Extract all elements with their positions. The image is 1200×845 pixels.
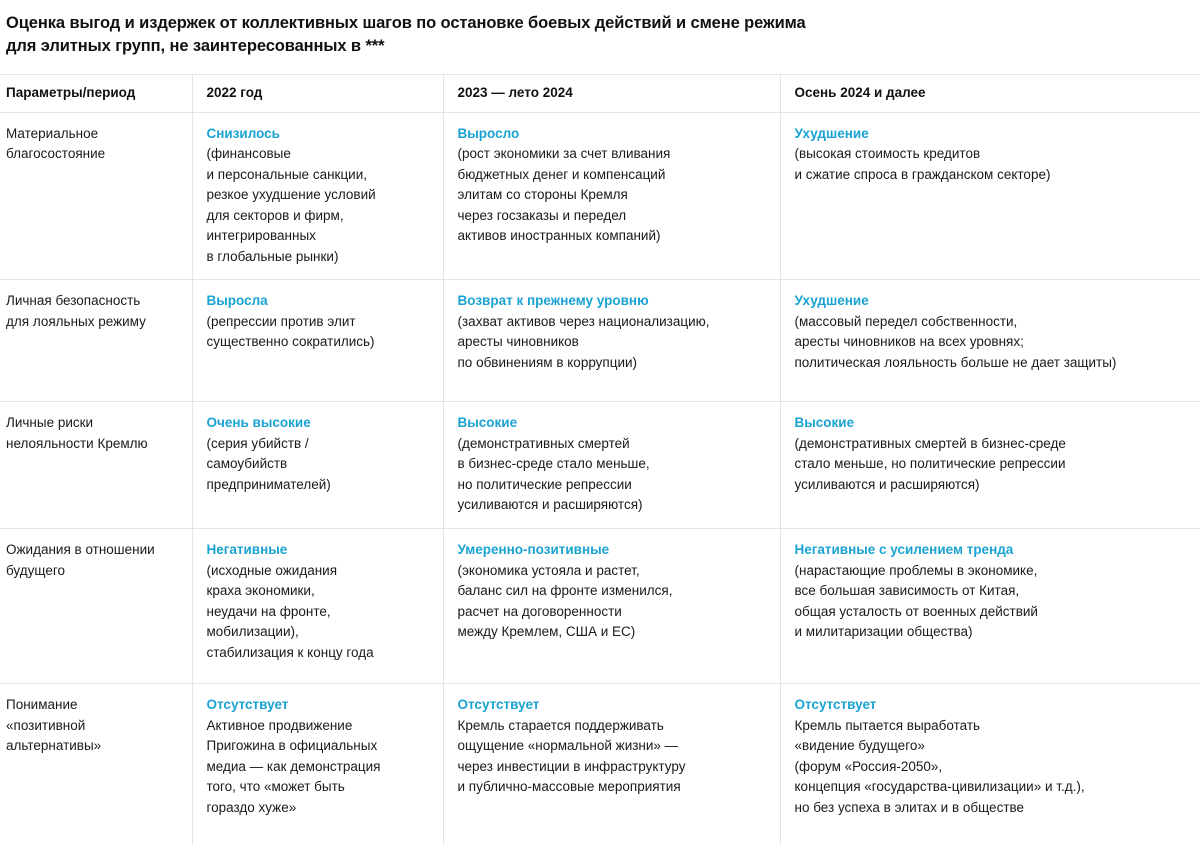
cell-detail-line: (высокая стоимость кредитов	[794, 146, 981, 162]
cell-detail-line: (финансовые	[206, 146, 291, 162]
cell-verdict: Отсутствует	[457, 697, 540, 713]
table-row	[0, 280, 1200, 402]
cell-detail-line: (экономика устояла и растет,	[457, 562, 640, 578]
cell-detail-line: баланс сил на фронте изменился,	[457, 583, 673, 599]
cell-detail-line: краха экономики,	[206, 583, 315, 599]
cell-detail-line: Пригожина в официальных	[206, 738, 378, 754]
cell-verdict: Выросло	[457, 125, 520, 141]
table-row	[0, 684, 1200, 845]
cell-detail-line: в глобальные рынки)	[206, 248, 339, 264]
cell-detail-line: (массовый передел собственности,	[794, 313, 1018, 329]
cell-detail-line: самоубийств	[206, 456, 288, 472]
cell-detail-line: концепция «государства-цивилизации» и т.д.),	[794, 779, 1085, 795]
cell-detail-line: ощущение «нормальной жизни» —	[457, 738, 679, 754]
cell-detail-line: бюджетных денег и компенсаций	[457, 166, 666, 182]
cell-detail-line: существенно сократились)	[206, 334, 375, 350]
cell-detail-line: усиливаются и расширяются)	[457, 497, 643, 513]
page-title-line-2: для элитных групп, не заинтересованных в ***	[6, 36, 385, 55]
column-header-parameter: Параметры/период	[0, 74, 192, 112]
row-label-line: благосостояние	[6, 146, 106, 162]
table-row	[0, 529, 1200, 684]
table-cell	[780, 402, 1200, 529]
cell-detail-line: (демонстративных смертей	[457, 435, 630, 451]
cell-detail	[795, 144, 1185, 185]
row-label	[0, 402, 192, 529]
cell-detail-line: через инвестиции в инфраструктуру	[457, 758, 686, 774]
cell-detail-line: медиа — как демонстрация	[206, 758, 381, 774]
cell-verdict: Высокие	[457, 415, 518, 431]
row-label	[0, 280, 192, 402]
table-cell	[443, 112, 780, 280]
cell-detail-line: «видение будущего»	[794, 738, 925, 754]
cell-detail-line: активов иностранных компаний)	[457, 228, 661, 244]
cell-verdict: Отсутствует	[206, 697, 289, 713]
cell-detail-line: (нарастающие проблемы в экономике,	[794, 562, 1038, 578]
cell-detail-line: (захват активов через национализацию,	[457, 313, 710, 329]
table-header-row	[0, 74, 1200, 112]
cell-detail-line: Активное продвижение	[206, 717, 353, 733]
table-cell	[192, 280, 443, 402]
row-label-line: будущего	[6, 562, 65, 578]
cell-verdict: Возврат к прежнему уровню	[457, 293, 649, 309]
cell-detail-line: резкое ухудшение условий	[206, 187, 376, 203]
cell-verdict: Негативные	[206, 542, 288, 558]
cell-detail-line: все большая зависимость от Китая,	[794, 583, 1020, 599]
cell-detail	[458, 144, 764, 247]
cell-detail-line: неудачи на фронте,	[206, 603, 331, 619]
cell-detail-line: усиливаются и расширяются)	[794, 476, 980, 492]
row-label	[0, 112, 192, 280]
cell-detail-line: мобилизации),	[206, 624, 299, 640]
cell-verdict: Очень высокие	[206, 415, 311, 431]
row-label-line: для лояльных режиму	[6, 313, 146, 329]
page-title	[0, 10, 1200, 58]
cell-detail-line: предпринимателей)	[206, 476, 331, 492]
cell-detail-line: (форум «Россия-2050»,	[794, 758, 943, 774]
cell-detail	[207, 312, 427, 353]
table-row	[0, 402, 1200, 529]
table-cell	[443, 280, 780, 402]
table-row	[0, 112, 1200, 280]
cell-detail-line: общая усталость от военных действий	[794, 603, 1038, 619]
table-cell	[192, 112, 443, 280]
cell-detail	[795, 434, 1185, 496]
cell-detail-line: того, что «может быть	[206, 779, 345, 795]
row-label-line: нелояльности Кремлю	[6, 435, 148, 451]
cell-detail	[207, 716, 427, 819]
cell-detail	[458, 716, 764, 798]
cell-detail-line: интегрированных	[206, 228, 316, 244]
row-label-line: Личная безопасность	[6, 293, 141, 309]
cell-detail-line: политическая лояльность больше не дает защиты)	[794, 354, 1117, 370]
table-cell	[780, 280, 1200, 402]
row-label	[0, 529, 192, 684]
cell-detail-line: (серия убийств /	[206, 435, 309, 451]
page-title-line-1: Оценка выгод и издержек от коллективных шагов по остановке боевых действий и смене режима	[6, 14, 806, 32]
cell-detail-line: по обвинениям в коррупции)	[457, 354, 638, 370]
table-cell	[780, 112, 1200, 280]
cell-detail	[207, 434, 427, 496]
cell-detail-line: стабилизация к концу года	[206, 644, 374, 660]
cell-detail-line: между Кремлем, США и ЕС)	[457, 624, 636, 640]
cell-detail	[795, 561, 1185, 643]
row-label-line: Материальное	[6, 125, 99, 141]
table-cell	[780, 529, 1200, 684]
cell-detail-line: и персональные санкции,	[206, 166, 368, 182]
cell-detail-line: (репрессии против элит	[206, 313, 356, 329]
cell-detail-line: Кремль пытается выработать	[794, 717, 981, 733]
cell-verdict: Выросла	[206, 293, 268, 309]
row-label	[0, 684, 192, 845]
cell-verdict: Снизилось	[206, 125, 280, 141]
cell-verdict: Негативные с усилением тренда	[794, 542, 1014, 558]
row-label-line: альтернативы»	[6, 738, 102, 754]
table-cell	[192, 529, 443, 684]
table-cell	[192, 684, 443, 845]
cell-detail-line: (демонстративных смертей в бизнес-среде	[794, 435, 1066, 451]
table-cell	[443, 529, 780, 684]
cell-verdict: Отсутствует	[794, 697, 877, 713]
cell-detail-line: и публично-массовые мероприятия	[457, 779, 681, 795]
cell-detail-line: стало меньше, но политические репрессии	[794, 456, 1066, 472]
cell-detail-line: элитам со стороны Кремля	[457, 187, 628, 203]
cell-verdict: Умеренно-позитивные	[457, 542, 610, 558]
cell-detail	[458, 561, 764, 643]
cell-detail-line: аресты чиновников	[457, 334, 579, 350]
table-body	[0, 112, 1200, 845]
row-label-line: Понимание	[6, 697, 78, 713]
cell-detail-line: Кремль старается поддерживать	[457, 717, 664, 733]
cell-detail-line: через госзаказы и передел	[457, 207, 627, 223]
cell-detail-line: расчет на договоренности	[457, 603, 622, 619]
column-header-2023-summer-2024: 2023 — лето 2024	[443, 74, 780, 112]
table-cell	[443, 402, 780, 529]
cell-detail-line: но политические репрессии	[457, 476, 632, 492]
cell-verdict: Высокие	[794, 415, 855, 431]
cell-detail	[458, 434, 764, 516]
cell-detail-line: но без успеха в элитах и в обществе	[794, 799, 1025, 815]
table-cell	[192, 402, 443, 529]
cell-detail-line: и милитаризации общества)	[794, 624, 973, 640]
cell-detail-line: и сжатие спроса в гражданском секторе)	[794, 166, 1051, 182]
assessment-table	[0, 74, 1200, 845]
table-cell	[443, 684, 780, 845]
cell-detail-line: (исходные ожидания	[206, 562, 338, 578]
row-label-line: Личные риски	[6, 415, 94, 431]
cell-verdict: Ухудшение	[794, 125, 869, 141]
cell-detail-line: (рост экономики за счет вливания	[457, 146, 671, 162]
cell-detail-line: для секторов и фирм,	[206, 207, 344, 223]
cell-detail	[795, 312, 1185, 374]
cell-detail-line: аресты чиновников на всех уровнях;	[794, 334, 1024, 350]
row-label-line: Ожидания в отношении	[6, 542, 155, 558]
cell-detail	[207, 144, 427, 267]
table-header	[0, 74, 1200, 112]
column-header-2022: 2022 год	[192, 74, 443, 112]
cell-detail	[207, 561, 427, 664]
table-cell	[780, 684, 1200, 845]
cell-detail	[795, 716, 1185, 819]
cell-detail-line: гораздо хуже»	[206, 799, 297, 815]
cell-verdict: Ухудшение	[794, 293, 869, 309]
column-header-autumn-2024-onward: Осень 2024 и далее	[780, 74, 1200, 112]
row-label-line: «позитивной	[6, 717, 86, 733]
cell-detail-line: в бизнес-среде стало меньше,	[457, 456, 650, 472]
cell-detail	[458, 312, 764, 374]
